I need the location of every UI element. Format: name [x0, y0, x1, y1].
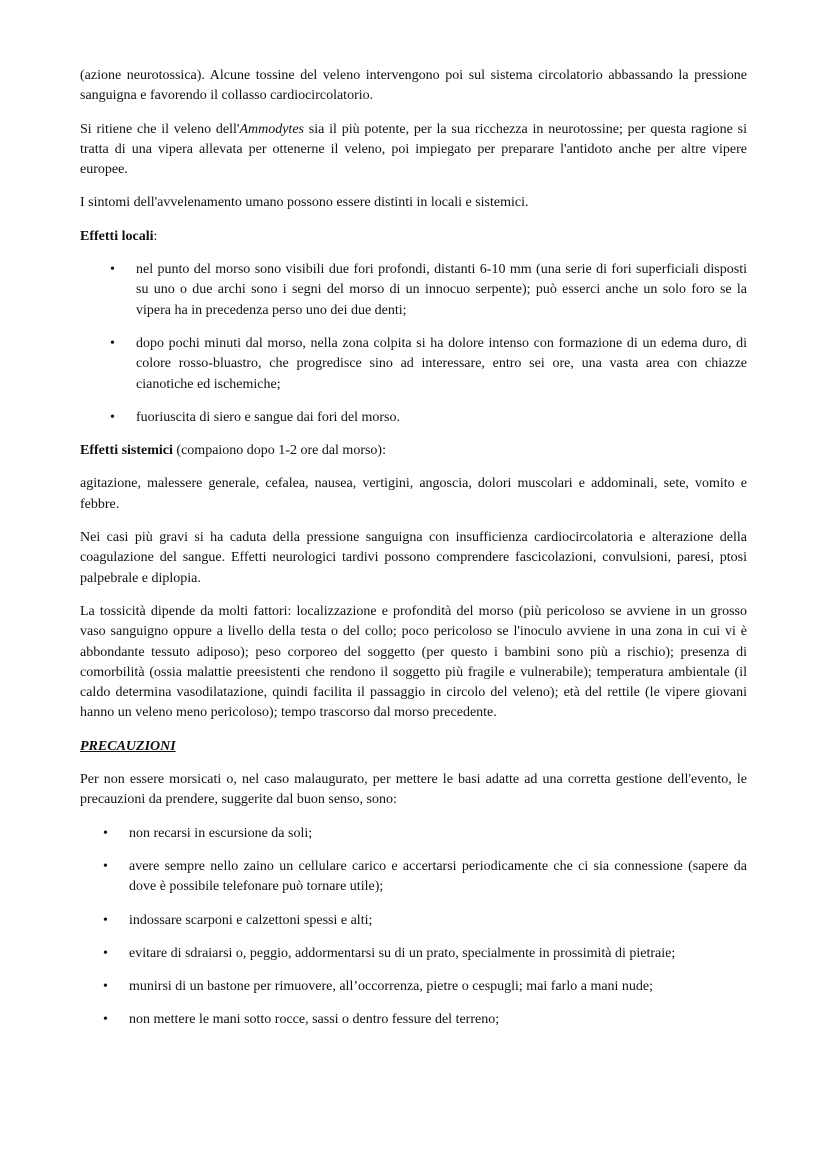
list-item-text: non recarsi in escursione da soli;	[129, 825, 313, 841]
paragraph-toxicity-factors: La tossicità dipende da molti fattori: localizzazione e profondità del morso (più pericoloso se avviene in un grosso vaso sanguigno oppure a livello della testa o del collo; poco pericoloso se l'inoculo avviene in una zona in cui vi è abbondante tessuto adiposo); peso corporeo del soggetto (per questo i bambini sono più a rischio); presenza di comorbilità (ossia malattie preesistenti che rendono il soggetto più fragile e vulnerabile); temperatura ambientale (il caldo determina vasodilatazione, quindi facilita il passaggio in circolo del veleno); età del rettile (le vipere giovani hanno un veleno meno pericoloso); tempo trascorso dal morso precedente.	[80, 603, 747, 721]
list-item	[80, 977, 747, 997]
bullet-icon: •	[103, 912, 108, 928]
paragraph-symptoms-intro: I sintomi dell'avvelenamento umano possono essere distinti in locali e sistemici.	[80, 195, 529, 211]
list-item	[80, 857, 747, 898]
bullet-icon: •	[103, 1012, 108, 1028]
bullet-icon: •	[103, 858, 108, 874]
list-item-text: non mettere le mani sotto rocce, sassi o dentro fessure del terreno;	[129, 1012, 500, 1028]
precautions-heading	[80, 737, 747, 757]
bullet-icon: •	[110, 409, 115, 425]
precautions-title: PRECAUZIONI	[80, 738, 176, 754]
systemic-effects-title: Effetti sistemici	[80, 443, 173, 459]
local-effects-heading	[80, 227, 747, 247]
list-item	[80, 911, 747, 931]
local-effects-title: Effetti locali	[80, 228, 154, 244]
bullet-icon: •	[103, 945, 108, 961]
paragraph-ammodytes-venom	[80, 120, 747, 181]
paragraph-precautions-intro: Per non essere morsicati o, nel caso malaugurato, per mettere le basi adatte ad una corretta gestione dell'evento, le precauzioni da prendere, suggerite dal buon senso, sono:	[80, 772, 747, 808]
paragraph-neurotoxic-action: (azione neurotossica). Alcune tossine del veleno intervengono poi sul sistema circolatorio abbassando la pressione sanguigna e favorendo il collasso cardiocircolatorio.	[80, 68, 747, 104]
list-item-text: avere sempre nello zaino un cellulare carico e accertarsi periodicamente che ci sia connessione (sapere da dove è possibile telefonare può tornare utile);	[129, 858, 747, 895]
systemic-effects-suffix: (compaiono dopo 1-2 ore dal morso):	[172, 443, 386, 459]
list-item-text: dopo pochi minuti dal morso, nella zona colpita si ha dolore intenso con formazione di un edema duro, di colore rosso-bluastro, che progredisce sino ad interessare, entro sei ore, una vasta area con chiazze cianotiche ed ischemiche;	[136, 335, 747, 392]
list-item-text: nel punto del morso sono visibili due fori profondi, distanti 6-10 mm (una serie di fori superficiali disposti su uno o due archi sono i segni del morso di un innocuo serpente); può esserci anche un solo foro se la vipera ha in precedenza perso uno dei due denti;	[136, 262, 747, 318]
paragraph-ammodytes-text-b: sia il più potente, per la sua ricchezza in neurotossine; per questa ragione si tratta di una vipera allevata per ottenerne il veleno, poi impiegato per preparare l'antidoto anche per altre vipere europee.	[80, 121, 747, 178]
list-item	[80, 944, 747, 964]
list-item-text: fuoriuscita di siero e sangue dai fori del morso.	[136, 409, 400, 425]
systemic-effects-heading	[80, 441, 747, 461]
list-item	[80, 824, 747, 844]
list-item	[80, 260, 747, 321]
list-item-text: indossare scarponi e calzettoni spessi e alti;	[129, 912, 373, 928]
species-name-italic: Ammodytes	[239, 121, 304, 137]
precautions-list	[80, 824, 747, 1031]
local-effects-list	[80, 260, 747, 428]
bullet-icon: •	[110, 262, 115, 278]
document-page	[80, 66, 747, 1044]
bullet-icon: •	[110, 335, 115, 351]
bullet-icon: •	[103, 825, 108, 841]
list-item	[80, 1010, 747, 1030]
list-item-text: evitare di sdraiarsi o, peggio, addormentarsi su di un prato, specialmente in prossimità di pietraie;	[129, 945, 676, 961]
local-effects-suffix: :	[153, 228, 158, 244]
bullet-icon: •	[103, 979, 108, 995]
paragraph-severe-cases: Nei casi più gravi si ha caduta della pressione sanguigna con insufficienza cardiocircolatoria e alterazione della coagulazione del sangue. Effetti neurologici tardivi possono comprendere fascicolazioni, convulsioni, paresi, ptosi palpebrale e diplopia.	[80, 530, 747, 586]
paragraph-ammodytes-text-a: Si ritiene che il veleno dell'	[80, 121, 240, 137]
list-item	[80, 334, 747, 395]
list-item	[80, 408, 747, 428]
list-item-text: munirsi di un bastone per rimuovere, all’occorrenza, pietre o cespugli; mai farlo a mani nude;	[129, 979, 654, 995]
paragraph-systemic-symptoms: agitazione, malessere generale, cefalea, nausea, vertigini, angoscia, dolori muscolari e addominali, sete, vomito e febbre.	[80, 476, 747, 512]
